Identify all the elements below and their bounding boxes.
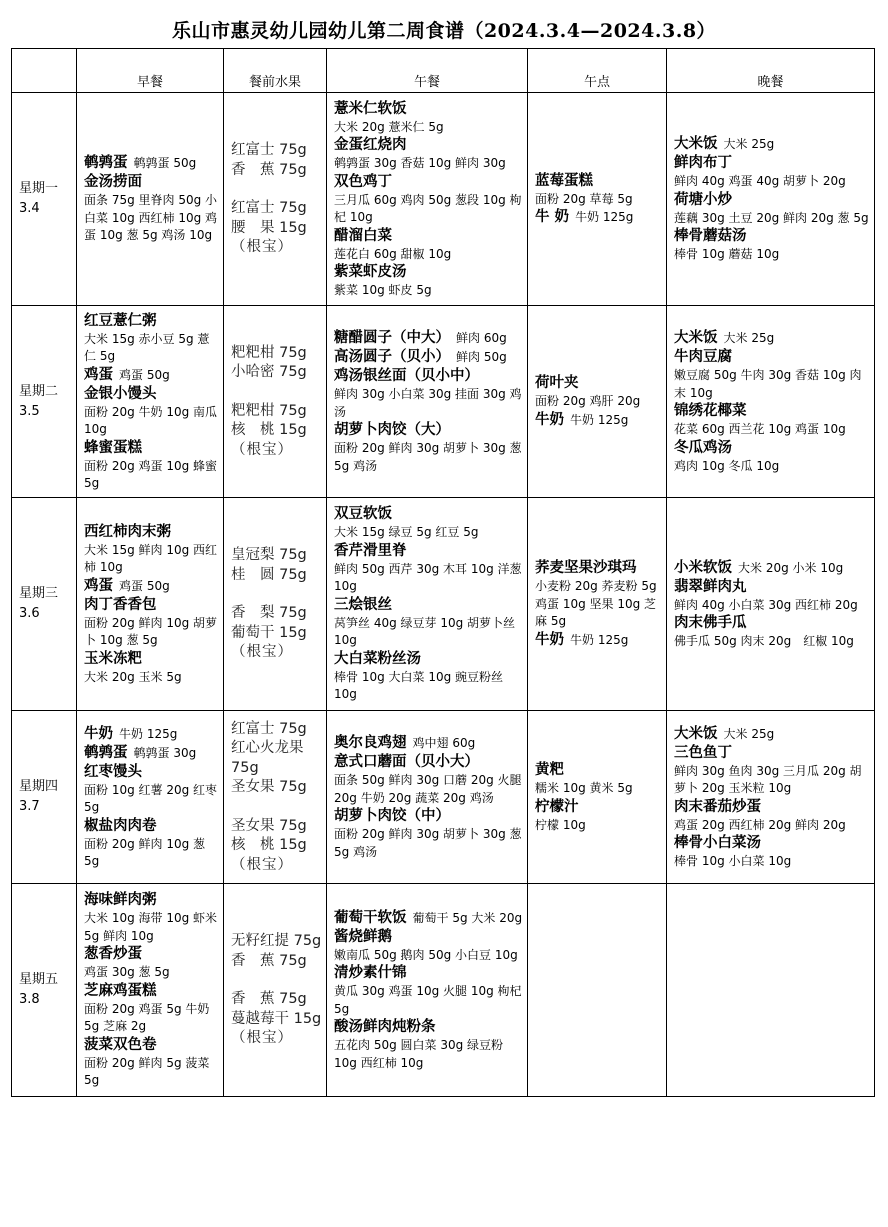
dish-name: 双色鸡丁 — [334, 173, 392, 190]
breakfast-cell — [77, 884, 224, 1097]
fruit-item: 无籽红提 75g — [231, 933, 322, 950]
dish-name: 酱烧鲜鹅 — [334, 928, 392, 945]
dish-name: 蜂蜜蛋糕 — [84, 439, 142, 456]
date-label: 3.4 — [19, 201, 40, 216]
fruit-cell — [224, 498, 327, 711]
fruit-item: 红心火龙果 75g — [231, 740, 304, 776]
dish-name: 椒盐肉肉卷 — [84, 817, 157, 834]
dish-ingredients: 大米 20g 薏米仁 5g — [334, 119, 444, 134]
header-snack: 午点 — [528, 49, 667, 93]
dish-name: 胡萝卜肉饺（大） — [334, 422, 450, 438]
dish-name: 鸡汤银丝面（贝小中） — [334, 368, 479, 384]
day-label: 星期一 — [19, 181, 59, 196]
header-day — [12, 49, 77, 93]
dish-name: 锦绣花椰菜 — [674, 403, 747, 419]
header-dinner: 晚餐 — [667, 49, 875, 93]
dish-name: 双豆软饭 — [334, 506, 392, 523]
breakfast-cell — [77, 93, 224, 306]
dish-name: 棒骨小白菜汤 — [674, 835, 761, 851]
dish-ingredients: 鸡蛋 20g 西红柿 20g 鲜肉 20g — [674, 817, 846, 832]
dish-name: 玉米冻粑 — [84, 650, 142, 667]
dish-ingredients: 莲花白 60g 甜椒 10g — [334, 246, 452, 261]
header-lunch: 午餐 — [327, 49, 528, 93]
day-label: 星期四 — [19, 779, 59, 794]
dish-ingredients: 面粉 20g 鲜肉 10g 葱 5g — [84, 836, 206, 868]
dish-ingredients: 鹌鹑蛋 30g 香菇 10g 鲜肉 30g — [334, 156, 506, 170]
dish-ingredients: 棒骨 10g 大白菜 10g 豌豆粉丝 10g — [334, 669, 504, 702]
dish-inline-ingredients: 大米 25g — [723, 331, 775, 345]
fruit-item: 小哈密 75g — [231, 364, 307, 381]
fruit-item: 粑粑柑 75g — [231, 402, 307, 419]
dish-name: 鹌鹑蛋 鹌鹑蛋 30g — [84, 744, 197, 761]
fruit-item: 粑粑柑 75g — [231, 344, 307, 361]
dish-inline-ingredients: 葡萄干 5g 大米 20g — [412, 910, 523, 925]
fruit-item: 圣女果 75g — [231, 779, 307, 796]
lunch-cell — [327, 93, 528, 306]
dinner-cell — [667, 884, 875, 1097]
dish-inline-ingredients: 鹌鹑蛋 50g — [133, 156, 197, 171]
fruit-item: （根宝） — [231, 441, 293, 458]
dish-ingredients: 面粉 20g 鸡蛋 5g 牛奶 5g 芝麻 2g — [84, 1001, 210, 1034]
fruit-item: 红富士 75g — [231, 200, 307, 217]
dish-ingredients: 棒骨 10g 蘑菇 10g — [674, 247, 780, 262]
fruit-item: 香 蕉 75g — [231, 952, 307, 969]
table-row — [12, 498, 875, 711]
fruit-item: （根宝） — [231, 1030, 293, 1047]
dish-ingredients: 鲜肉 30g 小白菜 30g 挂面 30g 鸡汤 — [334, 387, 522, 419]
dish-inline-ingredients: 鲜肉 50g — [456, 350, 507, 364]
fruit-item: 蔓越莓干 15g — [231, 1010, 322, 1027]
dish-name: 大米饭 大米 25g — [674, 330, 775, 346]
dish-name: 糖醋圆子（中大） 鲜肉 60g — [334, 330, 507, 346]
fruit-spacer — [231, 798, 322, 817]
dish-name: 意式口蘑面（贝小大） — [334, 754, 479, 770]
fruit-item: 腰 果 15g — [231, 219, 307, 236]
dish-name: 三烩银丝 — [334, 596, 392, 613]
dish-ingredients: 面条 75g 里脊肉 50g 小白菜 10g 西红柿 10g 鸡蛋 10g 葱 5g 鸡汤 10g — [84, 193, 218, 243]
dish-ingredients: 鲜肉 30g 鱼肉 30g 三月瓜 20g 胡萝卜 20g 玉米粒 10g — [674, 763, 862, 795]
dish-name: 肉丁香香包 — [84, 596, 157, 613]
dish-name: 葱香炒蛋 — [84, 946, 142, 963]
dish-ingredients: 鸡蛋 30g 葱 5g — [84, 965, 170, 980]
dish-name: 鸡蛋 鸡蛋 50g — [84, 577, 170, 594]
day-cell — [12, 884, 77, 1097]
dish-name: 冬瓜鸡汤 — [674, 439, 732, 456]
dish-inline-ingredients: 牛奶 125g — [570, 412, 629, 427]
dish-ingredients: 五花肉 50g 圆白菜 30g 绿豆粉 10g 西红柿 10g — [334, 1038, 504, 1070]
dish-name: 肉末佛手瓜 — [674, 615, 747, 631]
date-label: 3.8 — [19, 992, 40, 1007]
date-label: 3.6 — [19, 606, 40, 621]
dish-name: 蓝莓蛋糕 — [535, 172, 593, 189]
fruit-spacer — [231, 971, 322, 990]
dish-name: 菠菜双色卷 — [84, 1036, 157, 1053]
fruit-item: 核 桃 15g — [231, 837, 307, 854]
dish-ingredients: 佛手瓜 50g 肉末 20g 红椒 10g — [674, 634, 854, 648]
lunch-cell — [327, 306, 528, 498]
fruit-spacer — [231, 383, 322, 402]
dish-name: 奥尔良鸡翅 鸡中翅 60g — [334, 735, 476, 751]
dish-ingredients: 面粉 20g 牛奶 10g 南瓜 10g — [84, 404, 218, 436]
lunch-cell — [327, 498, 528, 711]
fruit-spacer — [231, 180, 322, 199]
dish-ingredients: 嫩豆腐 50g 牛肉 30g 香菇 10g 肉末 10g — [674, 368, 862, 400]
fruit-item: 葡萄干 15g — [231, 624, 307, 641]
fruit-cell — [224, 711, 327, 884]
dish-name: 鸡蛋 鸡蛋 50g — [84, 366, 170, 383]
dish-ingredients: 大米 20g 玉米 5g — [84, 669, 182, 684]
dish-ingredients: 嫩南瓜 50g 鹅肉 50g 小白豆 10g — [334, 947, 518, 962]
dish-name: 肉末番茄炒蛋 — [674, 798, 761, 815]
dish-inline-ingredients: 鹌鹑蛋 30g — [133, 745, 197, 760]
dish-name: 鹌鹑蛋 鹌鹑蛋 50g — [84, 155, 197, 172]
dish-name: 香芹滑里脊 — [334, 542, 407, 559]
dish-name: 金汤捞面 — [84, 174, 142, 191]
dish-name: 红枣馒头 — [84, 763, 142, 780]
fruit-item: 桂 圆 75g — [231, 566, 307, 583]
dish-ingredients: 大米 15g 鲜肉 10g 西红柿 10g — [84, 542, 218, 575]
snack-cell — [528, 498, 667, 711]
fruit-item: 香 蕉 75g — [231, 991, 307, 1008]
dish-name: 紫菜虾皮汤 — [334, 264, 407, 280]
fruit-item: 香 蕉 75g — [231, 161, 307, 178]
dish-ingredients: 莴笋丝 40g 绿豆芽 10g 胡萝卜丝 10g — [334, 615, 516, 648]
dish-ingredients: 莲藕 30g 土豆 20g 鲜肉 20g 葱 5g — [674, 210, 869, 225]
fruit-spacer — [231, 585, 322, 604]
dish-ingredients: 面条 50g 鲜肉 30g 口蘑 20g 火腿 20g 牛奶 20g 蔬菜 20g 鸡汤 — [334, 773, 522, 805]
snack-cell — [528, 884, 667, 1097]
day-label: 星期三 — [19, 586, 59, 601]
dish-name: 荞麦坚果沙琪玛 — [535, 560, 637, 577]
dish-name: 大白菜粉丝汤 — [334, 650, 421, 667]
dish-ingredients: 面粉 10g 红薯 20g 红枣 5g — [84, 782, 218, 814]
dish-inline-ingredients: 鸡蛋 50g — [119, 367, 170, 382]
dinner-cell — [667, 498, 875, 711]
header-fruit: 餐前水果 — [224, 49, 327, 93]
lunch-cell — [327, 711, 528, 884]
dish-ingredients: 糯米 10g 黄米 5g — [535, 781, 633, 795]
dish-inline-ingredients: 牛奶 125g — [575, 210, 634, 225]
table-row — [12, 711, 875, 884]
dish-name: 大米饭 大米 25g — [674, 136, 775, 153]
snack-cell — [528, 711, 667, 884]
fruit-item: 圣女果 75g — [231, 817, 307, 834]
dish-ingredients: 鲜肉 40g 小白菜 30g 西红柿 20g — [674, 597, 858, 612]
dish-name: 高汤圆子（贝小） 鲜肉 50g — [334, 349, 507, 365]
dish-inline-ingredients: 鸡中翅 60g — [412, 736, 476, 750]
dish-ingredients: 柠檬 10g — [535, 817, 586, 832]
dish-name: 棒骨蘑菇汤 — [674, 228, 747, 245]
fruit-cell — [224, 884, 327, 1097]
table-row — [12, 93, 875, 306]
snack-cell — [528, 93, 667, 306]
dish-inline-ingredients: 大米 25g — [723, 137, 775, 152]
dish-ingredients: 面粉 20g 草莓 5g — [535, 191, 633, 206]
fruit-item: （根宝） — [231, 856, 293, 873]
page-title: 乐山市惠灵幼儿园幼儿第二周食谱（2024.3.4—2024.3.8） — [171, 20, 717, 42]
fruit-item: 香 梨 75g — [231, 605, 307, 622]
dish-inline-ingredients: 牛奶 125g — [570, 632, 629, 647]
fruit-item: 红富士 75g — [231, 720, 307, 737]
breakfast-cell — [77, 711, 224, 884]
breakfast-cell — [77, 306, 224, 498]
weekly-menu-table — [11, 48, 875, 1097]
dish-inline-ingredients: 牛奶 125g — [119, 726, 178, 741]
dish-ingredients: 面粉 20g 鲜肉 30g 胡萝卜 30g 葱 5g 鸡汤 — [334, 441, 522, 473]
dish-inline-ingredients: 大米 20g 小米 10g — [738, 560, 844, 575]
fruit-item: 皇冠梨 75g — [231, 547, 307, 564]
dish-name: 金银小馒头 — [84, 385, 157, 402]
dish-ingredients: 大米 15g 赤小豆 5g 薏仁 5g — [84, 331, 210, 363]
breakfast-cell — [77, 498, 224, 711]
fruit-item: （根宝） — [231, 239, 293, 256]
dish-ingredients: 鸡肉 10g 冬瓜 10g — [674, 458, 780, 473]
dish-ingredients: 面粉 20g 鲜肉 5g 菠菜 5g — [84, 1055, 210, 1088]
dish-name: 三色鱼丁 — [674, 744, 732, 761]
dish-ingredients: 面粉 20g 鲜肉 10g 胡萝卜 10g 葱 5g — [84, 615, 218, 648]
dish-name: 大米饭 大米 25g — [674, 725, 775, 742]
dish-name: 鲜肉布丁 — [674, 155, 732, 172]
dish-ingredients: 面粉 20g 鲜肉 30g 胡萝卜 30g 葱 5g 鸡汤 — [334, 827, 522, 859]
dish-name: 海味鲜肉粥 — [84, 892, 157, 909]
day-label: 星期五 — [19, 972, 59, 987]
header-row — [12, 49, 875, 93]
dish-ingredients: 紫菜 10g 虾皮 5g — [334, 283, 432, 297]
dish-ingredients: 面粉 20g 鸡蛋 10g 蜂蜜 5g — [84, 458, 218, 490]
dish-name: 牛奶 牛奶 125g — [84, 725, 178, 742]
dish-name: 葡萄干软饭 葡萄干 5g 大米 20g — [334, 909, 523, 926]
dinner-cell — [667, 306, 875, 498]
dish-name: 红豆薏仁粥 — [84, 312, 157, 329]
dish-name: 黄粑 — [535, 762, 564, 778]
day-cell — [12, 711, 77, 884]
dish-name: 薏米仁软饭 — [334, 100, 407, 117]
table-row — [12, 884, 875, 1097]
dish-name: 金蛋红烧肉 — [334, 137, 407, 153]
dish-inline-ingredients: 鸡蛋 50g — [119, 578, 170, 593]
day-cell — [12, 306, 77, 498]
snack-cell — [528, 306, 667, 498]
dish-ingredients: 大米 15g 绿豆 5g 红豆 5g — [334, 525, 479, 540]
fruit-item: 红富士 75g — [231, 142, 307, 159]
dish-ingredients: 三月瓜 60g 鸡肉 50g 葱段 10g 枸杞 10g — [334, 192, 522, 224]
dish-ingredients: 棒骨 10g 小白菜 10g — [674, 854, 792, 868]
dish-name: 牛奶 牛奶 125g — [535, 411, 629, 428]
dish-name: 牛肉豆腐 — [674, 349, 732, 365]
fruit-item: 核 桃 15g — [231, 422, 307, 439]
header-breakfast: 早餐 — [77, 49, 224, 93]
dish-name: 胡萝卜肉饺（中） — [334, 808, 450, 824]
dish-name: 芝麻鸡蛋糕 — [84, 982, 157, 999]
dish-ingredients: 鲜肉 40g 鸡蛋 40g 胡萝卜 20g — [674, 174, 846, 189]
dish-name: 西红柿肉末粥 — [84, 523, 171, 540]
dish-ingredients: 大米 10g 海带 10g 虾米 5g 鲜肉 10g — [84, 911, 218, 943]
dish-ingredients: 鲜肉 50g 西芹 30g 木耳 10g 洋葱 10g — [334, 561, 522, 594]
dish-ingredients: 小麦粉 20g 荞麦粉 5g 鸡蛋 10g 坚果 10g 芝麻 5g — [535, 579, 657, 629]
dish-name: 牛 奶 牛奶 125g — [535, 209, 634, 226]
dish-name: 酸汤鲜肉炖粉条 — [334, 1019, 436, 1036]
date-label: 3.5 — [19, 403, 40, 419]
day-cell — [12, 93, 77, 306]
lunch-cell — [327, 884, 528, 1097]
dish-ingredients: 花菜 60g 西兰花 10g 鸡蛋 10g — [674, 422, 846, 436]
dish-name: 小米软饭 大米 20g 小米 10g — [674, 559, 844, 576]
date-label: 3.7 — [19, 799, 40, 814]
dish-name: 醋溜白菜 — [334, 227, 392, 244]
dish-inline-ingredients: 鲜肉 60g — [456, 331, 507, 345]
dish-name: 牛奶 牛奶 125g — [535, 631, 629, 648]
dish-name: 翡翠鲜肉丸 — [674, 578, 747, 595]
dish-name: 清炒素什锦 — [334, 965, 407, 982]
dish-name: 柠檬汁 — [535, 798, 579, 815]
dinner-cell — [667, 93, 875, 306]
dish-ingredients: 面粉 20g 鸡肝 20g — [535, 394, 641, 409]
fruit-cell — [224, 93, 327, 306]
dish-name: 荷塘小炒 — [674, 191, 732, 208]
dish-name: 荷叶夹 — [535, 375, 579, 392]
dish-inline-ingredients: 大米 25g — [723, 726, 775, 741]
dinner-cell — [667, 711, 875, 884]
day-cell — [12, 498, 77, 711]
day-label: 星期二 — [19, 383, 59, 399]
fruit-cell — [224, 306, 327, 498]
table-row — [12, 306, 875, 498]
dish-ingredients: 黄瓜 30g 鸡蛋 10g 火腿 10g 枸杞 5g — [334, 984, 522, 1016]
fruit-item: （根宝） — [231, 644, 293, 661]
